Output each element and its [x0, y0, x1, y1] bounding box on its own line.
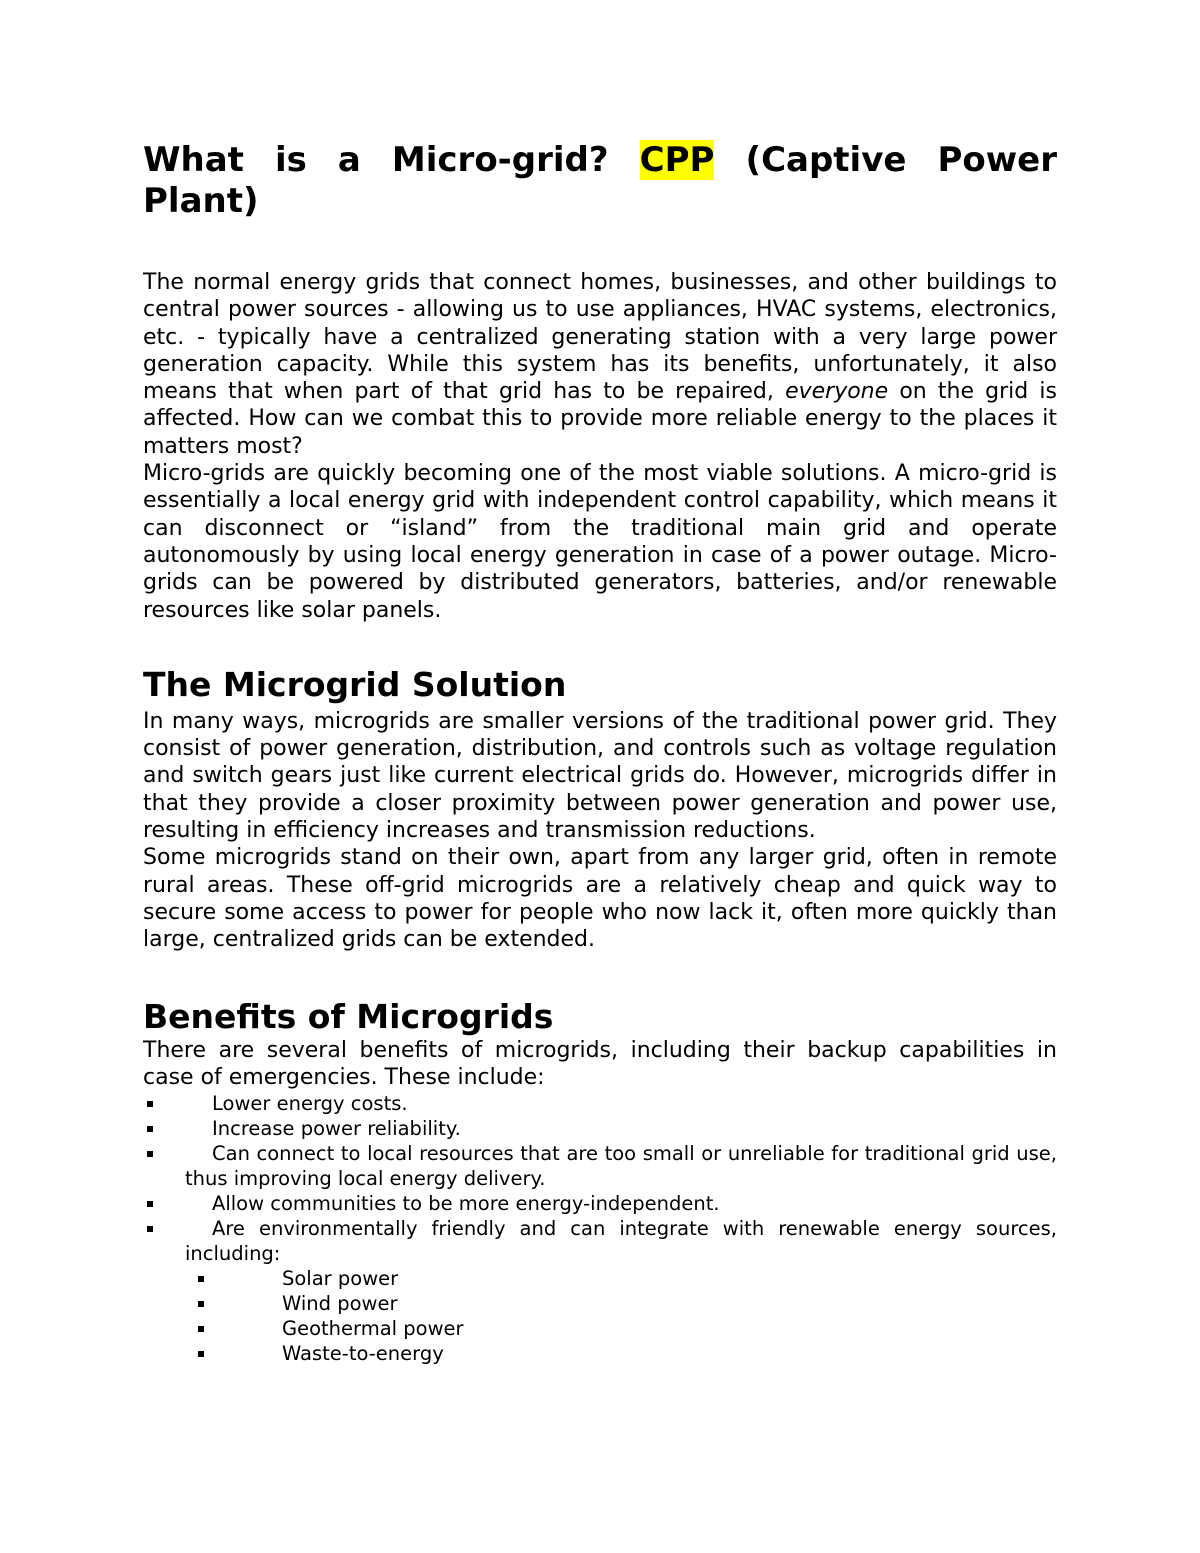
benefits-list [143, 1091, 1057, 1266]
list-item-text: Lower energy costs. [212, 1092, 408, 1116]
intro-p1-italic-everyone: everyone [785, 379, 889, 405]
square-bullet-icon [198, 1351, 204, 1357]
list-item-text: Solar power [282, 1267, 399, 1291]
square-bullet-icon [147, 1101, 153, 1107]
square-bullet-icon [198, 1276, 204, 1282]
document-page [143, 140, 1057, 1366]
list-item [143, 1191, 1057, 1216]
title-highlight-cpp: CPP [639, 140, 715, 180]
list-item-text: Are environmentally friendly and can integrate with renewable energy sources, including: [185, 1217, 1057, 1266]
list-item-text: Waste-to-energy [282, 1342, 444, 1366]
list-item-text: Geothermal power [282, 1317, 464, 1341]
benefits-paragraph: There are several benefits of microgrids, including their backup capabilities in case of emergencies. These include: [143, 1037, 1057, 1090]
list-item [143, 1116, 1057, 1141]
intro-paragraph-1 [143, 269, 1057, 460]
intro-paragraph-2: Micro-grids are quickly becoming one of the most viable solutions. A micro-grid is essentially a local energy grid with independent control capability, which means it can disconnect or “island” from the traditional main grid and operate autonomously by using local energy generation in case of a power outage. Micro-grids can be powered by distributed generators, batteries, and/or renewable resources like solar panels. [143, 461, 1057, 623]
list-item-text: Can connect to local resources that are too small or unreliable for traditional grid use, thus improving local energy delivery. [185, 1142, 1057, 1191]
intro-p1-text-start: The normal energy grids that connect homes, businesses, and other buildings to central power sources - allowing us to use appliances, HVAC systems, electronics, etc. - typically have a centralized generating station with a very large power generation capacity. While this system has its benefits, unfortunately, it also means that when part of that grid has to be repaired, [143, 270, 1057, 405]
square-bullet-icon [147, 1151, 153, 1157]
list-item [143, 1091, 1057, 1116]
solution-paragraph-2: Some microgrids stand on their own, apart from any larger grid, often in remote rural areas. These off-grid microgrids are a relatively cheap and quick way to secure some access to power for people who now lack it, often more quickly than large, centralized grids can be extended. [143, 845, 1057, 953]
list-item-text: Allow communities to be more energy-independent. [212, 1192, 720, 1216]
square-bullet-icon [147, 1226, 153, 1232]
list-item-text: Wind power [282, 1292, 398, 1316]
list-item-text: Increase power reliability. [212, 1117, 461, 1141]
solution-paragraph-1: In many ways, microgrids are smaller versions of the traditional power grid. They consist of power generation, distribution, and controls such as voltage regulation and switch gears just like current electrical grids do. However, microgrids differ in that they provide a closer proximity between power generation and power use, resulting in efficiency increases and transmission reductions. [143, 708, 1057, 844]
list-item [143, 1316, 1057, 1341]
title-suffix: (Captive Power Plant) [143, 140, 1057, 221]
intro-p1-text-end: on the grid is affected. How can we combat this to provide more reliable energy to the places it matters most? [143, 379, 1057, 459]
list-item [143, 1141, 1057, 1191]
title-prefix: What is a Micro-grid? [143, 140, 640, 180]
renewable-sources-list [143, 1266, 1057, 1366]
square-bullet-icon [147, 1126, 153, 1132]
list-item [143, 1266, 1057, 1291]
square-bullet-icon [198, 1301, 204, 1307]
document-title [143, 140, 1057, 222]
list-item [143, 1341, 1057, 1366]
heading-benefits-of-microgrids: Benefits of Microgrids [143, 996, 554, 1036]
square-bullet-icon [198, 1326, 204, 1332]
square-bullet-icon [147, 1201, 153, 1207]
heading-microgrid-solution: The Microgrid Solution [143, 664, 567, 704]
list-item [143, 1291, 1057, 1316]
list-item [143, 1216, 1057, 1266]
